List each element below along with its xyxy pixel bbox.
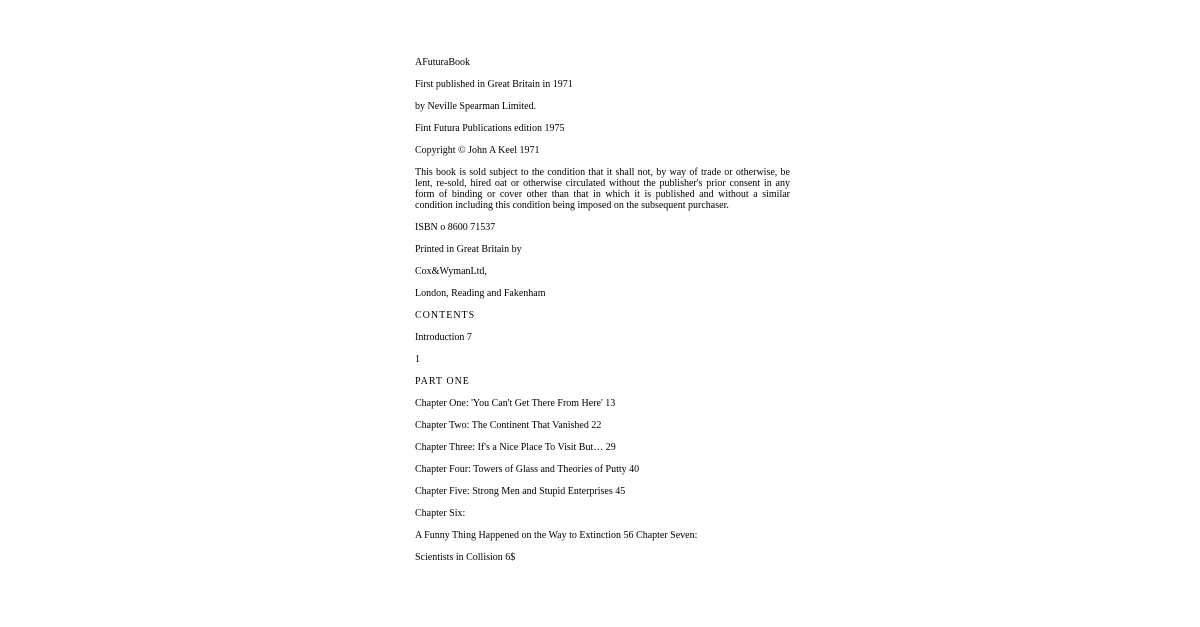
edition-line: Fint Futura Publications edition 1975 [415,123,565,134]
part-number: 1 [415,354,420,365]
chapter-three-entry: Chapter Three: If's a Nice Place To Visit But… 29 [415,442,616,453]
scientists-entry: Scientists in Collision 6$ [415,552,516,563]
first-published-line: First published in Great Britain in 1971 [415,79,573,90]
locations-line: London, Reading and Fakenham [415,288,546,299]
funny-thing-entry: A Funny Thing Happened on the Way to Extinction 56 Chapter Seven: [415,530,698,541]
publisher-name-line: by Neville Spearman Limited. [415,101,537,112]
chapter-two-entry: Chapter Two: The Continent That Vanished 22 [415,420,602,431]
printer-line: Cox&WymanLtd, [415,266,487,277]
copyright-line: Copyright © John A Keel 1971 [415,145,540,156]
document-page [415,57,790,574]
publisher-line: AFuturaBook [415,57,470,68]
isbn-line: ISBN o 8600 71537 [415,222,496,233]
part-one-heading: PART ONE [415,376,470,387]
chapter-six-entry: Chapter Six: [415,508,466,519]
contents-heading: CONTENTS [415,310,476,321]
condition-paragraph: This book is sold subject to the condition that it shall not, by way of trade or otherwise, be lent, re-sold, hired oat or otherwise circulated without the publisher's prior consent in any form of binding or cover other than that in which it is published and without a similar condition including this condition being imposed on the subsequent purchaser. [415,167,790,211]
printed-in-line: Printed in Great Britain by [415,244,522,255]
chapter-one-entry: Chapter One: 'You Can't Get There From Here' 13 [415,398,616,409]
introduction-entry: Introduction 7 [415,332,472,343]
chapter-four-entry: Chapter Four: Towers of Glass and Theories of Putty 40 [415,464,640,475]
chapter-five-entry: Chapter Five: Strong Men and Stupid Enterprises 45 [415,486,626,497]
